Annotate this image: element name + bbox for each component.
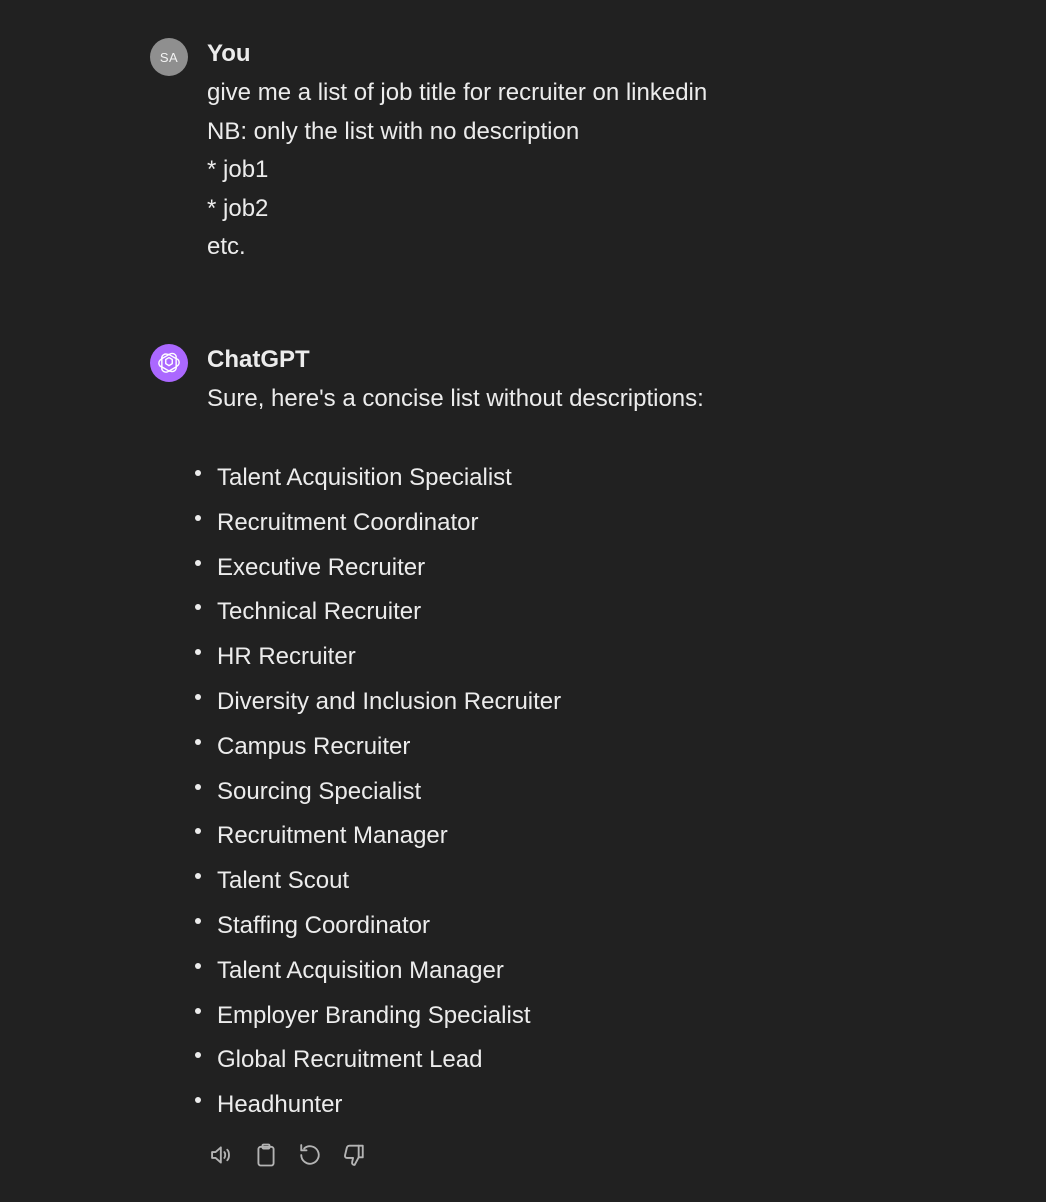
thumbs-down-icon: [340, 1141, 368, 1169]
list-item: [207, 994, 704, 1039]
list-item-text: Diversity and Inclusion Recruiter: [217, 687, 562, 715]
copy-button[interactable]: [251, 1140, 281, 1170]
list-item: [207, 546, 704, 591]
assistant-author-name: ChatGPT: [207, 346, 310, 373]
bullet-icon: [195, 1052, 201, 1058]
list-item: [207, 456, 704, 501]
list-item-text: Headhunter: [217, 1091, 343, 1119]
list-item-text: Talent Acquisition Specialist: [217, 464, 512, 491]
bullet-icon: [195, 694, 201, 700]
user-message-line: NB: only the list with no description: [207, 117, 580, 145]
assistant-intro: Sure, here's a concise list without descriptions:: [207, 385, 704, 412]
list-item: [207, 725, 704, 770]
bullet-icon: [195, 918, 201, 924]
list-item-text: Recruitment Manager: [217, 822, 448, 850]
bullet-icon: [195, 739, 201, 745]
bullet-icon: [195, 873, 201, 879]
list-item-text: Recruitment Coordinator: [217, 508, 479, 536]
thumbs-down-button[interactable]: [339, 1140, 369, 1170]
list-item-text: Campus Recruiter: [217, 732, 411, 760]
user-message-line: etc.: [207, 233, 246, 260]
user-message-text: [207, 74, 707, 267]
list-item: [207, 814, 704, 859]
bullet-icon: [195, 828, 201, 834]
list-item: [207, 770, 704, 815]
read-aloud-button[interactable]: [207, 1140, 237, 1170]
message-action-bar: [207, 1140, 369, 1170]
list-item: [207, 680, 704, 725]
list-item-text: Executive Recruiter: [217, 553, 426, 581]
regenerate-icon: [296, 1141, 324, 1169]
user-message-line: give me a list of job title for recruiter on linkedin: [207, 79, 708, 106]
list-item-text: Talent Acquisition Manager: [217, 956, 504, 984]
assistant-message-text: [207, 380, 704, 1128]
user-author-name: You: [207, 40, 251, 67]
list-item: [207, 859, 704, 904]
list-item-text: Sourcing Specialist: [217, 777, 422, 805]
list-item-text: HR Recruiter: [217, 643, 356, 671]
bullet-icon: [195, 560, 201, 566]
list-item: [207, 501, 704, 546]
list-item-text: Staffing Coordinator: [217, 911, 431, 939]
bullet-icon: [195, 963, 201, 969]
job-title-list: [207, 456, 704, 1128]
user-message-line: * job1: [207, 156, 269, 183]
list-item: [207, 949, 704, 994]
bullet-icon: [195, 1008, 201, 1014]
bullet-icon: [195, 604, 201, 610]
list-item: [207, 1038, 704, 1083]
list-item-text: Talent Scout: [217, 867, 350, 895]
clipboard-icon: [252, 1141, 280, 1169]
regenerate-button[interactable]: [295, 1140, 325, 1170]
list-item: [207, 904, 704, 949]
bullet-icon: [195, 649, 201, 655]
bullet-icon: [195, 1097, 201, 1103]
speaker-icon: [208, 1141, 236, 1169]
user-avatar: [150, 38, 188, 76]
bullet-icon: [195, 515, 201, 521]
list-item: [207, 635, 704, 680]
list-item-text: Technical Recruiter: [217, 598, 422, 626]
list-item: [207, 1083, 704, 1128]
chatgpt-logo-icon: [150, 344, 188, 382]
bullet-icon: [195, 784, 201, 790]
user-avatar-initials: SA: [159, 49, 179, 65]
bullet-icon: [195, 470, 201, 476]
list-item: [207, 590, 704, 635]
user-message-line: * job2: [207, 194, 269, 222]
list-item-text: Employer Branding Specialist: [217, 1001, 531, 1029]
list-item-text: Global Recruitment Lead: [217, 1046, 483, 1074]
